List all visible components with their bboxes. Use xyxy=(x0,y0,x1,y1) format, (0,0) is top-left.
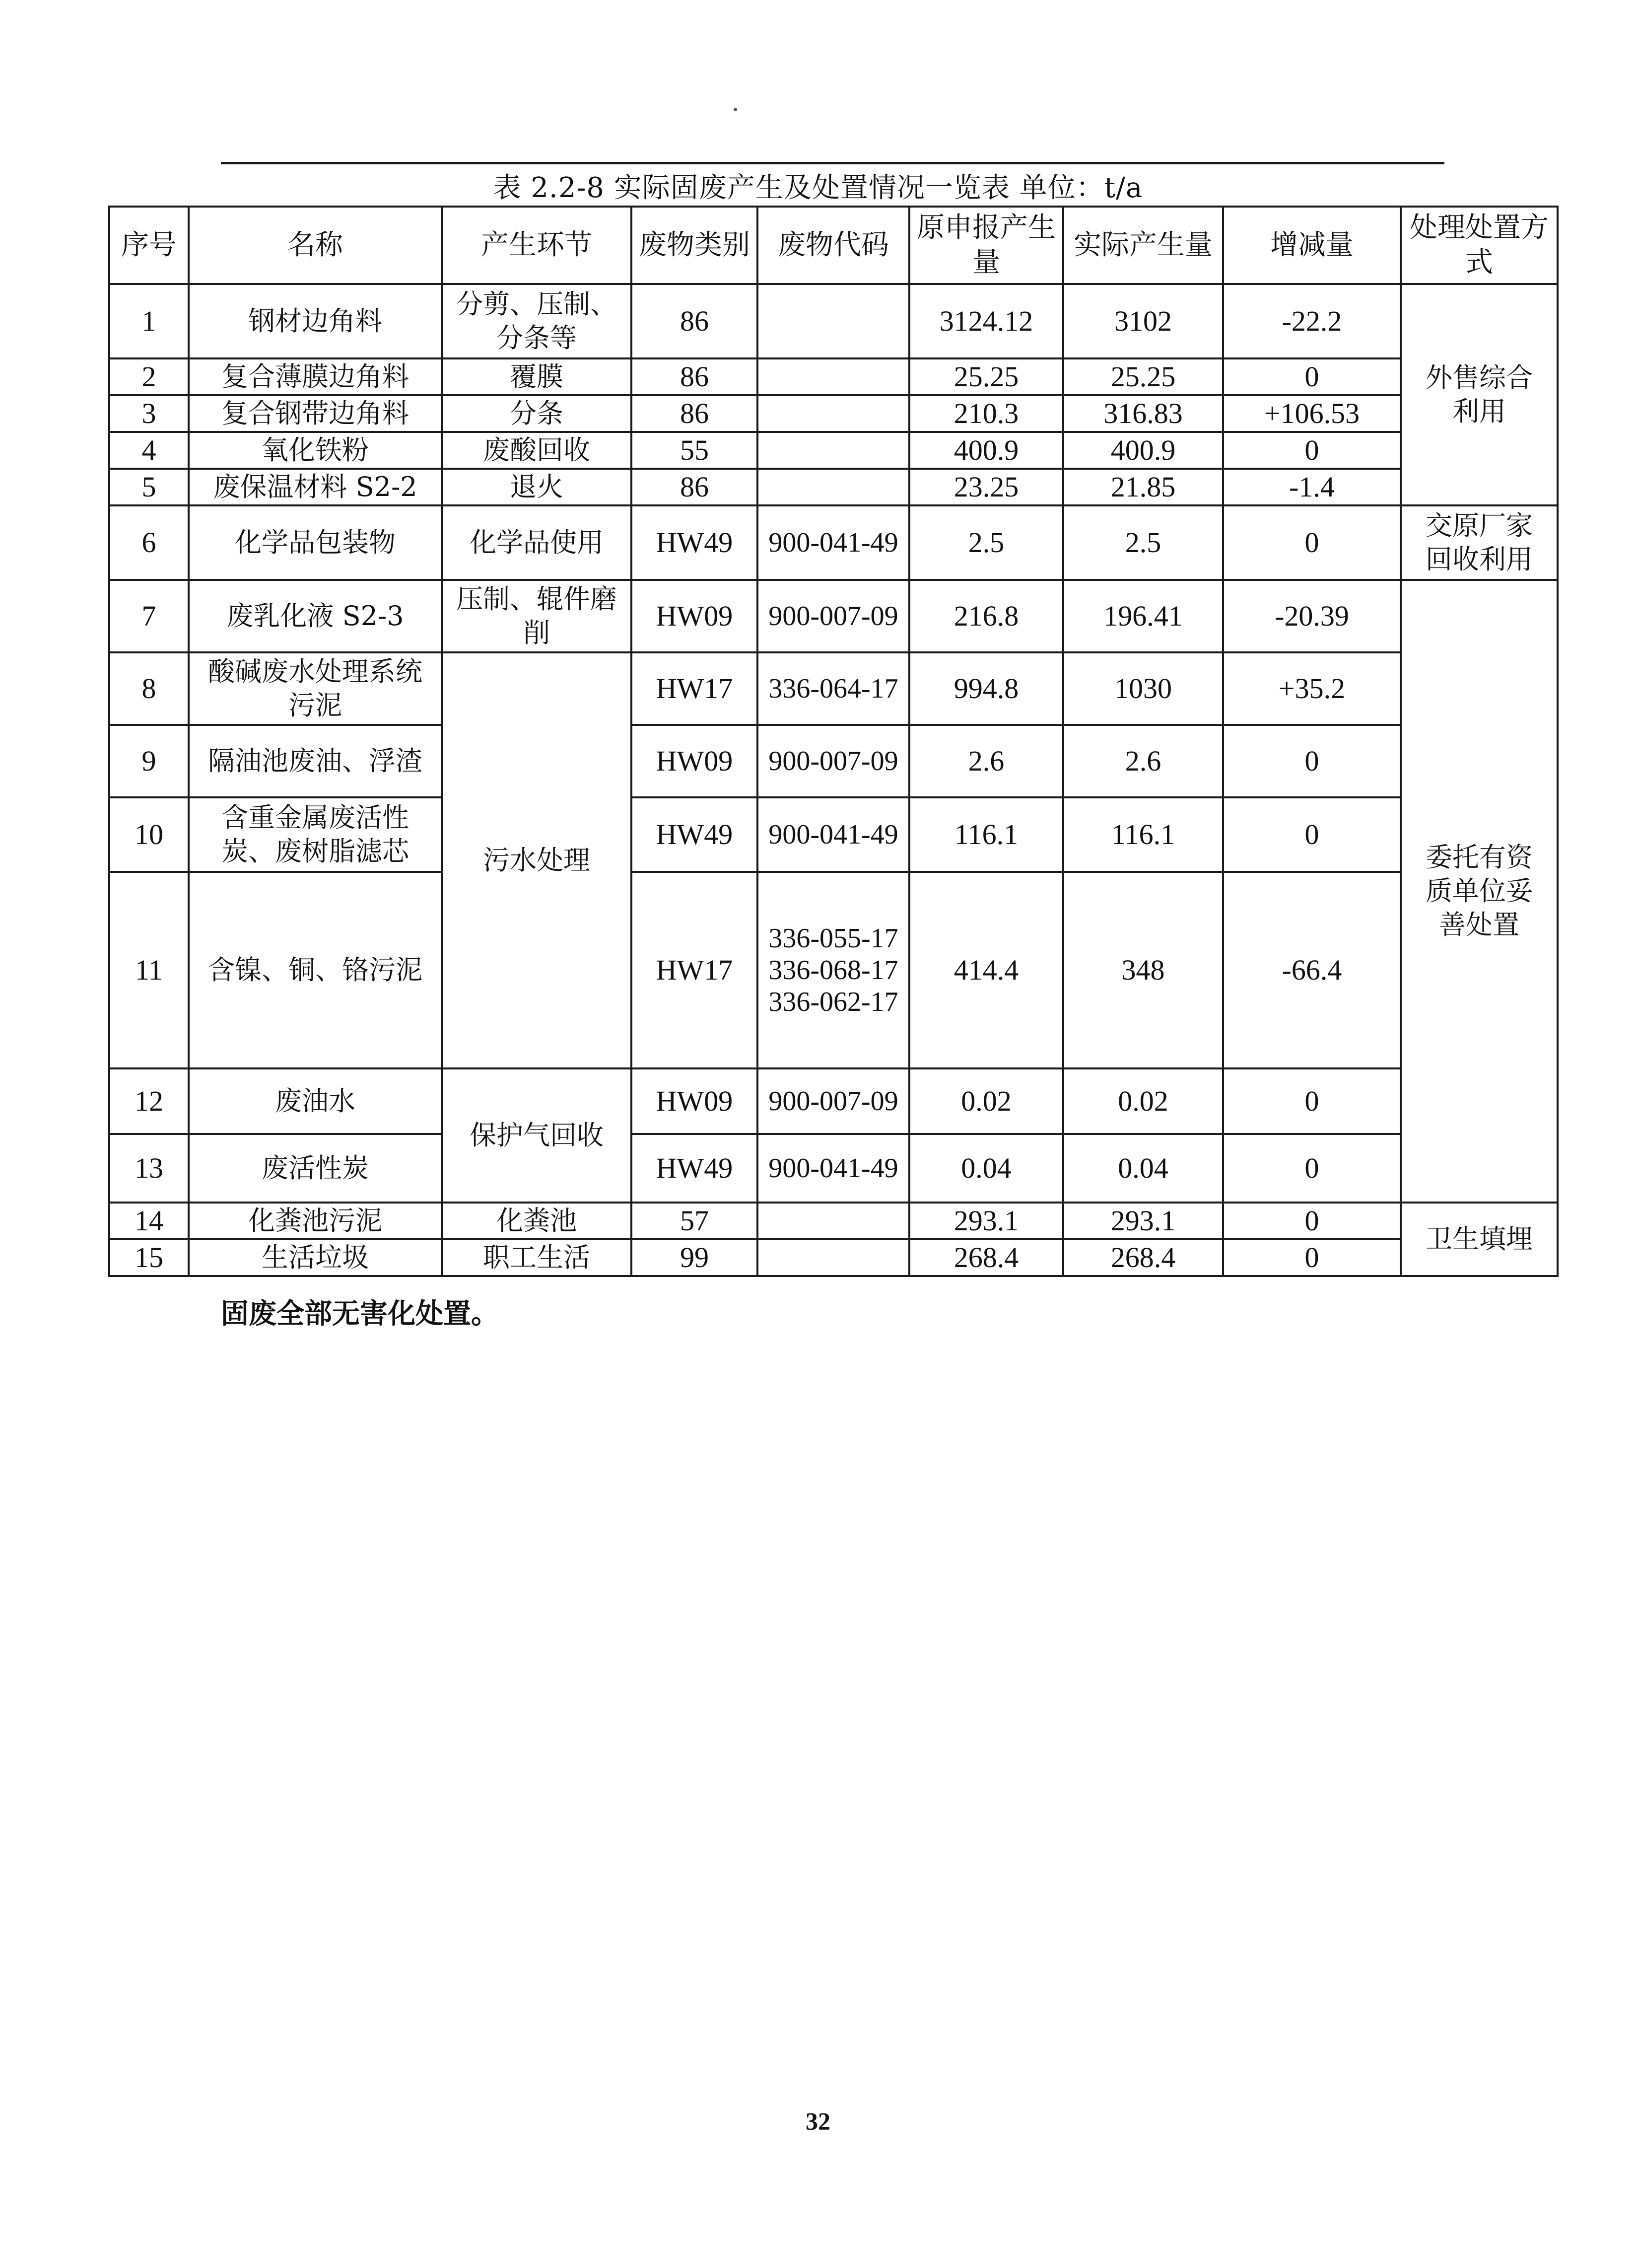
table-caption: 表 2.2-8 实际固废产生及处置情况一览表 单位：t/a xyxy=(493,172,1143,204)
cell-no: 5 xyxy=(109,469,189,505)
cell-code: 900-007-09 xyxy=(757,1068,909,1134)
cell-category: HW49 xyxy=(631,797,757,872)
cell-change: 0 xyxy=(1223,1134,1401,1203)
cell-disposal-resale: 外售综合利用 xyxy=(1401,284,1558,505)
cell-actual: 196.41 xyxy=(1063,580,1223,652)
header-code: 废物代码 xyxy=(757,207,909,284)
cell-name: 钢材边角料 xyxy=(189,284,442,358)
cell-actual: 293.1 xyxy=(1063,1203,1223,1239)
table-header-row xyxy=(109,207,1558,284)
cell-no: 10 xyxy=(109,797,189,872)
cell-name: 化学品包装物 xyxy=(189,505,442,580)
header-category: 废物类别 xyxy=(631,207,757,284)
cell-no: 3 xyxy=(109,395,189,432)
cell-actual: 25.25 xyxy=(1063,358,1223,395)
cell-name: 复合钢带边角料 xyxy=(189,395,442,432)
table-row xyxy=(109,580,1558,652)
cell-disposal-contractor: 委托有资质单位妥善处置 xyxy=(1401,580,1558,1203)
cell-stage: 分条 xyxy=(442,395,631,432)
cell-declared: 414.4 xyxy=(909,872,1063,1068)
cell-change: 0 xyxy=(1223,432,1401,469)
cell-no: 14 xyxy=(109,1203,189,1239)
cell-change: 0 xyxy=(1223,358,1401,395)
cell-no: 11 xyxy=(109,872,189,1068)
cell-category: 86 xyxy=(631,358,757,395)
cell-change: 0 xyxy=(1223,1203,1401,1239)
cell-actual: 3102 xyxy=(1063,284,1223,358)
cell-name: 复合薄膜边角料 xyxy=(189,358,442,395)
cell-code: 336-055-17 336-068-17 336-062-17 xyxy=(757,872,909,1068)
cell-code: 900-007-09 xyxy=(757,725,909,797)
cell-change: 0 xyxy=(1223,505,1401,580)
cell-no: 12 xyxy=(109,1068,189,1134)
cell-name: 废活性炭 xyxy=(189,1134,442,1203)
cell-actual: 268.4 xyxy=(1063,1239,1223,1276)
cell-name: 废油水 xyxy=(189,1068,442,1134)
cell-actual: 0.04 xyxy=(1063,1134,1223,1203)
cell-stage: 化粪池 xyxy=(442,1203,631,1239)
cell-stage: 退火 xyxy=(442,469,631,505)
cell-category: HW49 xyxy=(631,1134,757,1203)
cell-disposal-landfill: 卫生填埋 xyxy=(1401,1203,1558,1276)
cell-no: 15 xyxy=(109,1239,189,1276)
cell-change: +35.2 xyxy=(1223,652,1401,725)
cell-change: -1.4 xyxy=(1223,469,1401,505)
cell-stage: 分剪、压制、分条等 xyxy=(442,284,631,358)
table-row xyxy=(109,469,1558,505)
cell-change: +106.53 xyxy=(1223,395,1401,432)
table-row xyxy=(109,358,1558,395)
cell-stage: 职工生活 xyxy=(442,1239,631,1276)
cell-no: 6 xyxy=(109,505,189,580)
table-row xyxy=(109,652,1558,725)
cell-category: HW09 xyxy=(631,1068,757,1134)
cell-stage: 污水处理 xyxy=(442,652,631,1068)
header-disposal: 处理处置方式 xyxy=(1401,207,1558,284)
cell-declared: 994.8 xyxy=(909,652,1063,725)
cell-stage: 压制、辊件磨削 xyxy=(442,580,631,652)
cell-name: 酸碱废水处理系统污泥 xyxy=(189,652,442,725)
cell-actual: 0.02 xyxy=(1063,1068,1223,1134)
cell-declared: 23.25 xyxy=(909,469,1063,505)
table-row xyxy=(109,505,1558,580)
table-row xyxy=(109,432,1558,469)
cell-code xyxy=(757,358,909,395)
cell-declared: 0.02 xyxy=(909,1068,1063,1134)
cell-name: 废保温材料 S2-2 xyxy=(189,469,442,505)
cell-actual: 2.6 xyxy=(1063,725,1223,797)
cell-category: 86 xyxy=(631,284,757,358)
cell-category: 86 xyxy=(631,395,757,432)
cell-code: 336-064-17 xyxy=(757,652,909,725)
cell-category: HW09 xyxy=(631,725,757,797)
cell-actual: 21.85 xyxy=(1063,469,1223,505)
cell-stage: 覆膜 xyxy=(442,358,631,395)
cell-category: 57 xyxy=(631,1203,757,1239)
cell-declared: 400.9 xyxy=(909,432,1063,469)
cell-code: 900-041-49 xyxy=(757,1134,909,1203)
cell-name: 隔油池废油、浮渣 xyxy=(189,725,442,797)
table-row xyxy=(109,395,1558,432)
cell-category: 55 xyxy=(631,432,757,469)
header-declared: 原申报产生量 xyxy=(909,207,1063,284)
cell-code: 900-041-49 xyxy=(757,505,909,580)
cell-declared: 210.3 xyxy=(909,395,1063,432)
cell-code xyxy=(757,1239,909,1276)
cell-code xyxy=(757,432,909,469)
cell-no: 13 xyxy=(109,1134,189,1203)
header-no: 序号 xyxy=(109,207,189,284)
table-row xyxy=(109,284,1558,358)
cell-no: 4 xyxy=(109,432,189,469)
cell-code xyxy=(757,395,909,432)
cell-code: 900-007-09 xyxy=(757,580,909,652)
header-actual: 实际产生量 xyxy=(1063,207,1223,284)
footnote: 固废全部无害化处置。 xyxy=(221,1297,499,1330)
cell-name: 含镍、铜、铬污泥 xyxy=(189,872,442,1068)
cell-actual: 348 xyxy=(1063,872,1223,1068)
cell-change: 0 xyxy=(1223,797,1401,872)
header-name: 名称 xyxy=(189,207,442,284)
cell-declared: 2.6 xyxy=(909,725,1063,797)
cell-declared: 116.1 xyxy=(909,797,1063,872)
cell-declared: 3124.12 xyxy=(909,284,1063,358)
cell-declared: 216.8 xyxy=(909,580,1063,652)
cell-change: -22.2 xyxy=(1223,284,1401,358)
cell-declared: 293.1 xyxy=(909,1203,1063,1239)
cell-code xyxy=(757,284,909,358)
page-number: 32 xyxy=(806,2107,830,2135)
cell-category: HW17 xyxy=(631,652,757,725)
table-row xyxy=(109,1134,1558,1203)
cell-actual: 1030 xyxy=(1063,652,1223,725)
cell-no: 9 xyxy=(109,725,189,797)
cell-category: 86 xyxy=(631,469,757,505)
cell-change: -20.39 xyxy=(1223,580,1401,652)
cell-category: HW49 xyxy=(631,505,757,580)
cell-code xyxy=(757,1203,909,1239)
cell-disposal-return: 交原厂家回收利用 xyxy=(1401,505,1558,580)
cell-change: 0 xyxy=(1223,1068,1401,1134)
cell-change: 0 xyxy=(1223,725,1401,797)
cell-no: 8 xyxy=(109,652,189,725)
cell-no: 7 xyxy=(109,580,189,652)
cell-no: 1 xyxy=(109,284,189,358)
cell-declared: 268.4 xyxy=(909,1239,1063,1276)
cell-category: HW17 xyxy=(631,872,757,1068)
table-row xyxy=(109,1203,1558,1239)
solid-waste-table xyxy=(108,206,1559,1277)
cell-name: 化粪池污泥 xyxy=(189,1203,442,1239)
cell-category: HW09 xyxy=(631,580,757,652)
cell-name: 氧化铁粉 xyxy=(189,432,442,469)
table-row xyxy=(109,797,1558,872)
cell-no: 2 xyxy=(109,358,189,395)
cell-declared: 2.5 xyxy=(909,505,1063,580)
cell-declared: 0.04 xyxy=(909,1134,1063,1203)
cell-actual: 116.1 xyxy=(1063,797,1223,872)
cell-name: 生活垃圾 xyxy=(189,1239,442,1276)
cell-change: -66.4 xyxy=(1223,872,1401,1068)
cell-stage: 废酸回收 xyxy=(442,432,631,469)
cell-declared: 25.25 xyxy=(909,358,1063,395)
cell-change: 0 xyxy=(1223,1239,1401,1276)
cell-actual: 316.83 xyxy=(1063,395,1223,432)
cell-actual: 2.5 xyxy=(1063,505,1223,580)
cell-name: 废乳化液 S2-3 xyxy=(189,580,442,652)
table-row xyxy=(109,725,1558,797)
cell-actual: 400.9 xyxy=(1063,432,1223,469)
table-row xyxy=(109,1068,1558,1134)
table-row xyxy=(109,872,1558,1068)
scan-speck xyxy=(734,108,737,111)
cell-code: 900-041-49 xyxy=(757,797,909,872)
cell-stage: 保护气回收 xyxy=(442,1068,631,1203)
header-stage: 产生环节 xyxy=(442,207,631,284)
cell-category: 99 xyxy=(631,1239,757,1276)
cell-name: 含重金属废活性炭、废树脂滤芯 xyxy=(189,797,442,872)
cell-code xyxy=(757,469,909,505)
header-change: 增减量 xyxy=(1223,207,1401,284)
header-rule xyxy=(221,162,1444,164)
cell-stage: 化学品使用 xyxy=(442,505,631,580)
table-row xyxy=(109,1239,1558,1276)
